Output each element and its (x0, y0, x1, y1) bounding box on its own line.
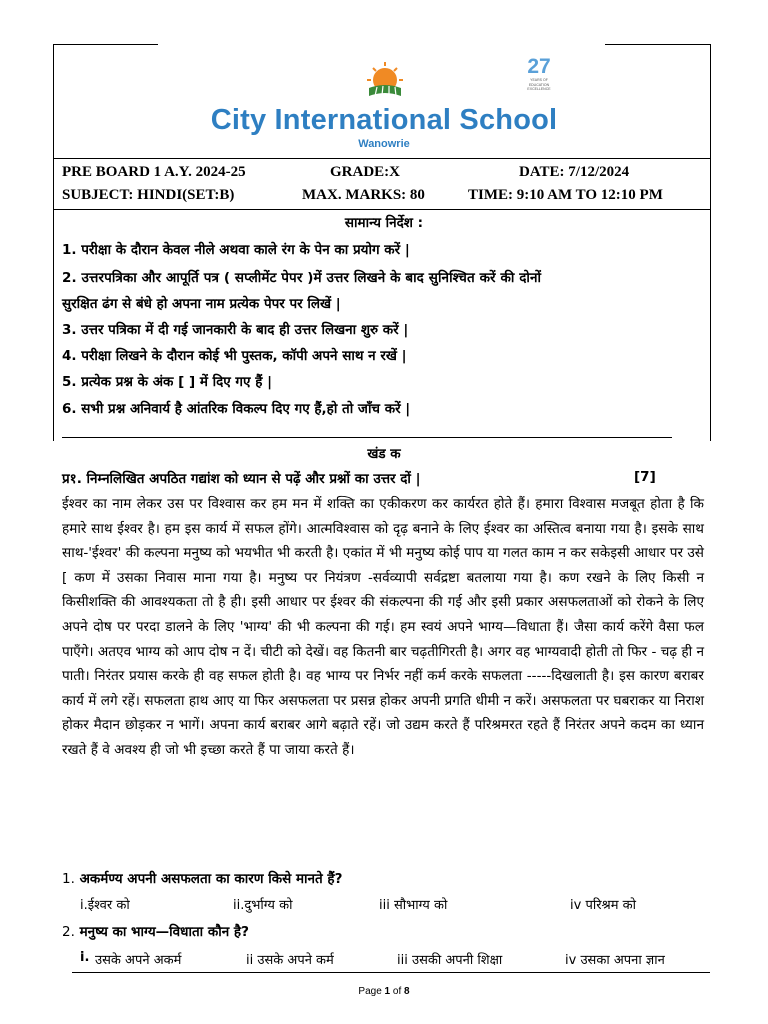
instruction-3: 3. उत्तर पत्रिका में दी गई जानकारी के बाद ही उत्तर लिखना शुरु करें | (62, 322, 409, 338)
exam-time: TIME: 9:10 AM TO 12:10 PM (468, 187, 663, 203)
q2-option-1-marker: i. (80, 950, 90, 965)
instruction-1: 1. परीक्षा के दौरान केवल नीले अथवा काले रंग के पेन का प्रयोग करें | (62, 242, 410, 258)
q1-option-3: iii सौभाग्य को (379, 898, 448, 913)
q1-option-2: ii.दुर्भाग्य को (233, 898, 293, 913)
question-heading: प्र१. निम्नलिखित अपठित गद्यांश को ध्यान से पढ़ें और प्रश्नों का उत्तर दों | (62, 471, 421, 487)
school-location: Wanowrie (358, 138, 410, 150)
question-2-text: मनुष्य का भाग्य—विधाता कौन है? (79, 924, 249, 940)
passage: ईश्वर का नाम लेकर उस पर विश्वास कर हम मन में शक्ति का एकीकरण कर कार्यरत होते हैं। हमारा विश्वास मजबूत होता है कि हमारे साथ ईश्वर है। हम इस कार्य में सफल होंगे। आत्मविश्वास को दृढ़ बनाने के लिए ईश्वर का अस्तित्व बनाया गया है। इसके साथ साथ-'ईश्वर' की कल्पना मनुष्य को भयभीत भी करती है। एकांत में भी मनुष्य कोई पाप या गलत काम न कर सकेइसी आधार पर उसे [ कण में उसका निवास माना गया है। मनुष्य पर नियंत्रण -सर्वव्यापी सर्वद्रष्टा बतलाया गया है। कण रखने के लिए किसी न किसीशक्ति की आवश्यकता तो है ही। इसी आधार पर ईश्वर की संकल्पना की गई और इसी प्रकार असफलताओं को रोकने के लिए अपने दोष पर परदा डालने के लिए 'भाग्य' की भी कल्पना की गई। हम स्वयं अपने भाग्य—विधाता हैं। जैसा कार्य करेंगे वैसा फल पाएँगे। अतएव भाग्य को आप दोष न दें। चीटी को देखें। वह कितनी बार चढ़तीगिरती है। अगर वह भाग्यवादी होती तो फिर - चढ़ ही न पाती। निरंतर प्रयास करके ही वह सफल होती है। वह भाग्य पर निर्भर नहीं कर्म करके सफलता -----दिखलाती है। इस कारण बराबर कार्य में लगे रहें। सफलता हाथ आए या फिर असफलता पर प्रसन्न होकर अपनी प्रगति धीमी न करें। असफलता पर घबराकर या निराश होकर मैदान छोड़कर न भागें। अपना कार्य बराबर आगे बढ़ाते रहें। जो उद्यम करते हैं परिश्रमरत रहते हैं निरंतर अपने कदम का ध्यान रखते हैं वे अवश्य ही जो भी इच्छा करते हैं पा जाया करते हैं। (62, 496, 705, 758)
header-bottom-rule (53, 209, 711, 210)
q1-option-1: i.ईश्वर को (80, 898, 130, 913)
exam-date: DATE: 7/12/2024 (519, 164, 630, 180)
page-total: 8 (404, 986, 410, 997)
badge-number: 27 (527, 55, 551, 78)
section-title: खंड क (367, 446, 401, 462)
page-footer (0, 986, 768, 997)
exam-max-marks: MAX. MARKS: 80 (302, 187, 425, 203)
top-rule-left (53, 44, 158, 45)
instruction-5: 5. प्रत्येक प्रश्न के अंक [ ] में दिए गए हैं | (62, 374, 272, 390)
page-prefix: Page (358, 986, 385, 997)
exam-grade: GRADE:X (330, 164, 400, 180)
instruction-4: 4. परीक्षा लिखने के दौरान कोई भी पुस्तक, कॉपी अपने साथ न रखें | (62, 348, 407, 364)
options-underline (72, 972, 710, 973)
badge-caption: YEARS OF EDUCATION EXCELLENCE (527, 78, 551, 91)
q2-option-4: iv उसका अपना ज्ञान (565, 953, 665, 968)
instruction-2: 2. उत्तरपत्रिका और आपूर्ति पत्र ( सप्लीमेंट पेपर )में उत्तर लिखने के बाद सुनिश्चित करें की दोनों (62, 270, 542, 286)
q2-option-3: iii उसकी अपनी शिक्षा (397, 953, 503, 968)
instruction-6: 6. सभी प्रश्न अनिवार्य है आंतरिक विकल्प दिए गए हैं,हो तो जाँच करें | (62, 401, 411, 417)
q2-option-2: ii उसके अपने कर्म (246, 953, 334, 968)
page-of: of (390, 986, 405, 997)
section-divider (62, 437, 672, 438)
question-2-number: 2. (62, 924, 75, 940)
anniversary-badge (523, 56, 555, 96)
exam-title: PRE BOARD 1 A.Y. 2024-25 (62, 164, 246, 180)
question-2 (62, 922, 249, 940)
instruction-2-cont: सुरक्षित ढंग से बंधे हो अपना नाम प्रत्येक पेपर पर लिखें | (62, 296, 341, 312)
top-rule-right (605, 44, 710, 45)
question-1-number: 1. (62, 871, 75, 887)
exam-subject: SUBJECT: HINDI(SET:B) (62, 187, 235, 203)
header-top-rule (53, 158, 711, 159)
q2-option-1: उसके अपने अकर्म (95, 953, 182, 968)
page-number: 1 (384, 986, 391, 997)
school-name: City International School (210, 104, 558, 136)
q1-option-4: iv परिश्रम को (570, 898, 636, 913)
question-marks: [7] (634, 469, 656, 485)
school-logo (355, 52, 415, 108)
instructions-heading: सामान्य निर्देश : (344, 215, 424, 231)
question-1-text: अकर्मण्य अपनी असफलता का कारण किसे मानते हैं? (79, 871, 343, 887)
question-1 (62, 869, 342, 887)
